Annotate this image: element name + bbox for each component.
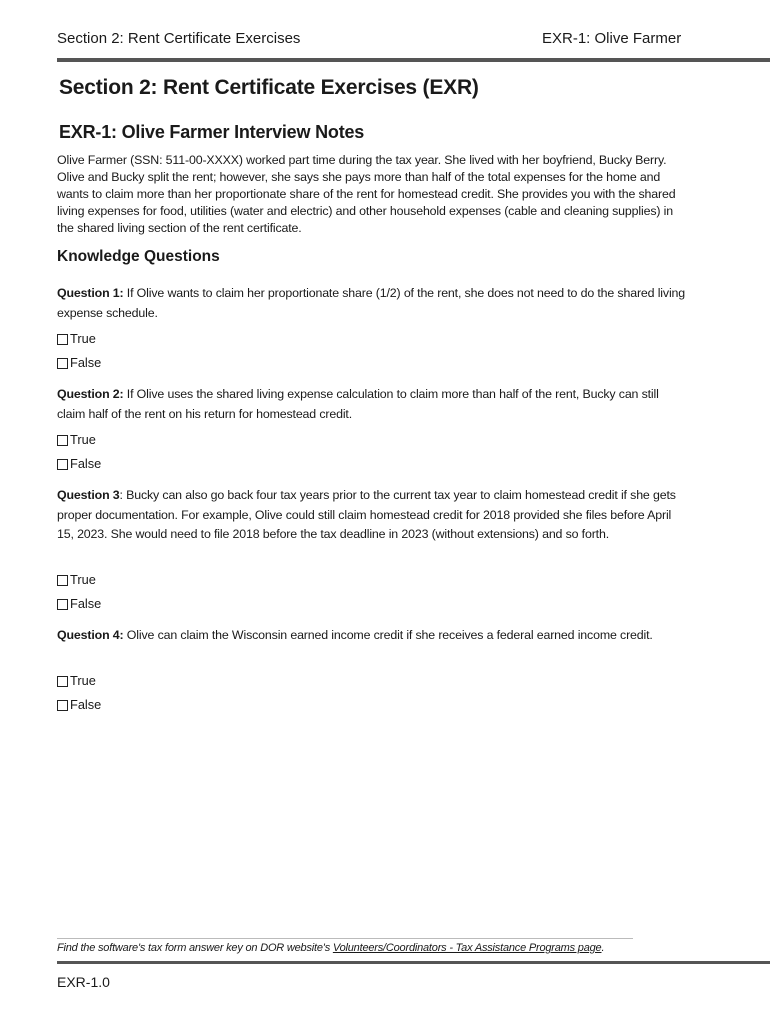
interview-notes: Olive Farmer (SSN: 511-00-XXXX) worked part time during the tax year. She lived with her boyfriend, Bucky Berry. Olive and Bucky split the rent; however, she says she pays more than half of the total expenses for the home and wants to claim more than her proportionate share of the rent for homestead credit. She provides you with the shared living expenses for food, utilities (water and electric) and other household expenses (cable and cleaning supplies) in the shared living section of the rent certificate.	[57, 153, 676, 235]
question-3-text: : Bucky can also go back four tax years prior to the current tax year to claim homestead credit if she gets proper documentation. For example, Olive could still claim homestead credit for 2018 provided she files before April 15, 2023. She would need to file 2018 before the tax deadline in 2023 (without extensions) and so forth.	[57, 488, 676, 541]
option-label: True	[70, 572, 96, 587]
question-1	[57, 284, 687, 323]
question-1-text: If Olive wants to claim her proportionate share (1/2) of the rent, she does not need to do the shared living expense schedule.	[57, 286, 686, 320]
footnote	[57, 942, 737, 954]
checkbox-icon[interactable]	[57, 459, 68, 470]
question-2-option-true[interactable]	[57, 432, 96, 448]
exercise-title: EXR-1: Olive Farmer Interview Notes	[59, 122, 365, 142]
checkbox-icon[interactable]	[57, 435, 68, 446]
running-header	[57, 30, 770, 50]
running-header-exercise: EXR-1: Olive Farmer	[542, 30, 682, 47]
page-number: EXR-1.0	[57, 974, 110, 990]
footer-rule	[57, 961, 770, 964]
question-2-text: If Olive uses the shared living expense calculation to claim more than half of the rent, Bucky can still claim half of the rent on his return for homestead credit.	[57, 387, 659, 421]
question-1-option-true[interactable]	[57, 331, 96, 347]
question-3-option-true[interactable]	[57, 572, 96, 588]
question-1-label: Question 1:	[57, 286, 124, 300]
page-title: Section 2: Rent Certificate Exercises (EXR)	[59, 76, 479, 99]
question-4	[57, 626, 687, 646]
question-4-text: Olive can claim the Wisconsin earned income credit if she receives a federal earned income credit.	[123, 628, 653, 642]
question-4-option-true[interactable]	[57, 673, 96, 689]
footnote-rule	[57, 938, 633, 939]
knowledge-questions-heading: Knowledge Questions	[57, 248, 220, 265]
option-label: False	[70, 355, 102, 370]
question-3-label: Question 3	[57, 488, 120, 502]
question-3-option-false[interactable]	[57, 596, 101, 612]
footnote-end: .	[601, 942, 605, 954]
tax-assistance-link[interactable]: Volunteers/Coordinators - Tax Assistance Programs page	[332, 942, 602, 954]
option-label: False	[70, 456, 102, 471]
header-rule	[57, 58, 770, 62]
running-header-section: Section 2: Rent Certificate Exercises	[57, 30, 301, 47]
checkbox-icon[interactable]	[57, 676, 68, 687]
option-label: False	[70, 596, 102, 611]
question-1-option-false[interactable]	[57, 355, 101, 371]
question-2-label: Question 2:	[57, 387, 124, 401]
question-4-option-false[interactable]	[57, 697, 101, 713]
checkbox-icon[interactable]	[57, 575, 68, 586]
checkbox-icon[interactable]	[57, 334, 68, 345]
checkbox-icon[interactable]	[57, 700, 68, 711]
footnote-text: Find the software's tax form answer key on DOR website's	[57, 942, 333, 954]
option-label: True	[70, 432, 96, 447]
option-label: True	[70, 331, 96, 346]
option-label: False	[70, 697, 102, 712]
question-2	[57, 385, 687, 424]
checkbox-icon[interactable]	[57, 358, 68, 369]
question-3	[57, 486, 687, 545]
question-4-label: Question 4:	[57, 628, 124, 642]
checkbox-icon[interactable]	[57, 599, 68, 610]
question-2-option-false[interactable]	[57, 456, 101, 472]
option-label: True	[70, 673, 96, 688]
